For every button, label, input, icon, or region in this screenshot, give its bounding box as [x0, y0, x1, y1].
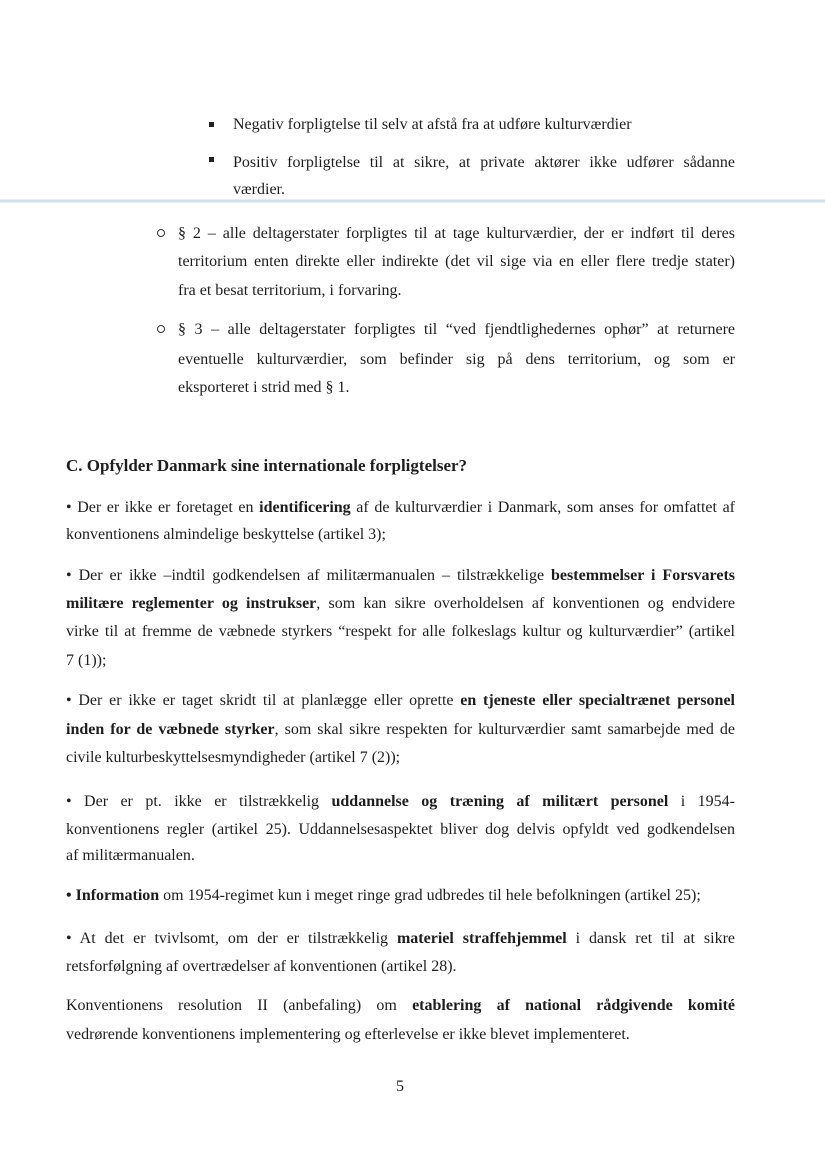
- point-line: civile kulturbeskyttelsesmyndigheder (artikel 7 (2));: [66, 749, 401, 766]
- paragraph-item-line: § 2 – alle deltagerstater forpligtes til at tage kulturværdier, der er indført til deres: [178, 225, 735, 242]
- point-line: retsforfølgning af overtrædelser af konventionen (artikel 28).: [66, 958, 457, 975]
- point-line: militære reglementer og instrukser, som kan sikre overholdelsen af konventionen og endvidere: [66, 595, 735, 612]
- sub-bullet-text: Negativ forpligtelse til selv at afstå fra at udføre kulturværdier: [233, 116, 632, 133]
- point-line: • Information om 1954-regimet kun i meget ringe grad udbredes til hele befolkningen (artikel 25);: [66, 887, 701, 904]
- point-line: • At det er tvivlsomt, om der er tilstrækkelig materiel straffehjemmel i dansk ret til at sikre: [66, 930, 736, 947]
- paragraph-item-line: § 3 – alle deltagerstater forpligtes til “ved fjendtlighedernes ophør” at returnere: [178, 321, 735, 338]
- square-bullet-icon: [209, 157, 214, 162]
- point-line: • Der er ikke er taget skridt til at planlægge eller oprette en tjeneste eller specialtrænet personel: [66, 692, 735, 709]
- point-line: 7 (1));: [66, 652, 107, 669]
- point-line: af militærmanualen.: [66, 847, 195, 864]
- point-line: konventionens regler (artikel 25). Uddannelsesaspektet bliver dog delvis opfyldt ved godkendelsen: [66, 821, 735, 838]
- section-heading: C. Opfylder Danmark sine internationale forpligtelser?: [66, 456, 468, 475]
- point-line: • Der er ikke er foretaget en identificering af de kulturværdier i Danmark, som anses for omfattet af: [66, 499, 735, 516]
- point-line: virke til at fremme de væbnede styrkers “respekt for alle folkeslags kultur og kulturværdier” (artikel: [66, 623, 735, 640]
- point-line: inden for de væbnede styrker, som skal sikre respekten for kulturværdier samt samarbejde med de: [66, 721, 736, 738]
- circle-bullet-icon: [157, 229, 165, 237]
- scan-divider-line: [0, 199, 825, 203]
- circle-bullet-icon: [157, 325, 165, 333]
- paragraph-item-line: fra et besat territorium, i forvaring.: [178, 282, 402, 299]
- point-line: • Der er ikke –indtil godkendelsen af militærmanualen – tilstrækkelige bestemmelser i Forsvarets: [66, 567, 735, 584]
- sub-bullet-text: Positiv forpligtelse til at sikre, at private aktører ikke udfører sådanne: [233, 154, 735, 171]
- sub-bullet-text: værdier.: [233, 181, 285, 198]
- point-line: konventionens almindelige beskyttelse (artikel 3);: [66, 526, 386, 543]
- point-line: • Der er pt. ikke er tilstrækkelig uddannelse og træning af militært personel i 1954-: [66, 793, 736, 810]
- page-number: 5: [396, 1078, 404, 1095]
- paragraph-item-line: territorium enten direkte eller indirekte (det vil sige via en eller flere tredje stater): [178, 253, 735, 270]
- paragraph-item-line: eventuelle kulturværdier, som befinder sig på dens territorium, og som er: [178, 351, 735, 368]
- point-line: vedrørende konventionens implementering og efterlevelse er ikke blevet implementeret.: [66, 1026, 630, 1043]
- square-bullet-icon: [209, 122, 214, 127]
- paragraph-item-line: eksporteret i strid med § 1.: [178, 379, 350, 396]
- point-line: Konventionens resolution II (anbefaling) om etablering af national rådgivende komité: [66, 997, 735, 1014]
